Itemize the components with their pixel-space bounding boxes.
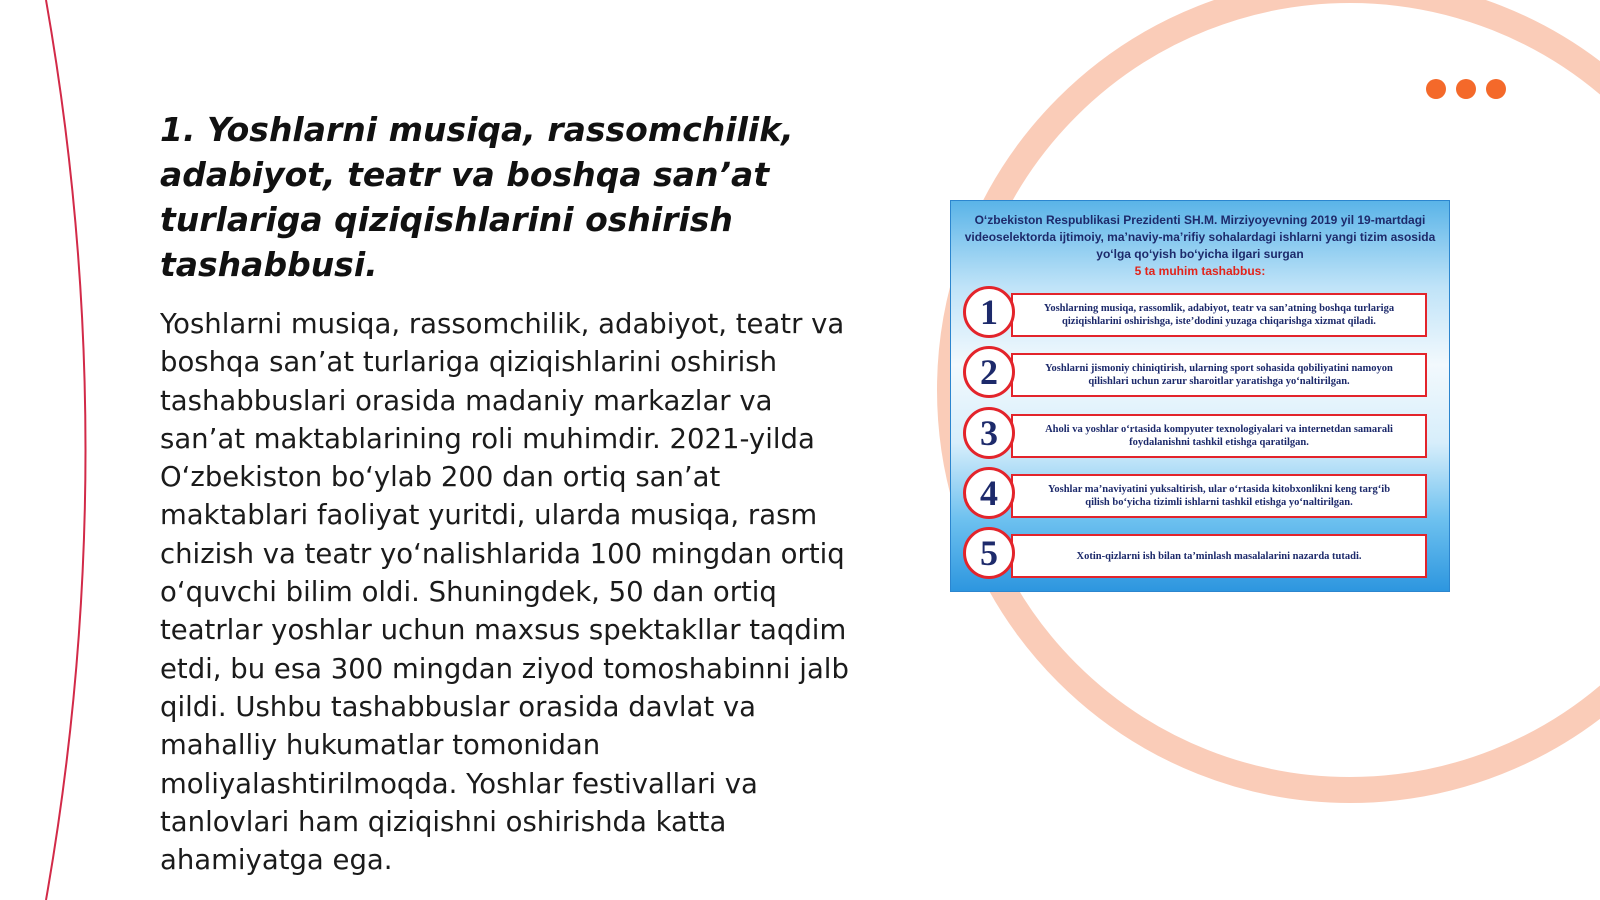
- poster-subtitle: 5 ta muhim tashabbus:: [1134, 264, 1266, 278]
- poster-item-number: 2: [963, 346, 1015, 398]
- poster-item-number: 5: [963, 527, 1015, 579]
- poster-item-number: 4: [963, 467, 1015, 519]
- dots-menu-icon: [1426, 79, 1506, 99]
- dot-icon: [1486, 79, 1506, 99]
- poster-item: [963, 472, 1433, 520]
- dot-icon: [1426, 79, 1446, 99]
- poster-title: [963, 212, 1437, 280]
- poster-item-text: Aholi va yoshlar o‘rtasida kompyuter texnologiyalari va internetdan samarali foydalanishni tashkil etishga qaratilgan.: [1011, 414, 1427, 458]
- slide-body-text: Yoshlarni musiqa, rassomchilik, adabiyot, teatr va boshqa san’at turlariga qiziqishlarini oshirish tashabbuslari orasida madaniy markazlar va san’at maktablarining roli muhimdir. 2021-yilda O‘zbekiston bo‘ylab 200 dan ortiq san’at maktablari faoliyat yuritdi, ularda musiqa, rasm chizish va teatr yo‘nalishlarida 100 mingdan ortiq o‘quvchi bilim oldi. Shuningdek, 50 dan ortiq teatrlar yoshlar uchun maxsus spektakllar taqdim etdi, bu esa 300 mingdan ziyod tomoshabinni jalb qildi. Ushbu tashabbuslar orasida davlat va mahalliy hukumatlar tomonidan moliyalashtirilmoqda. Yoshlar festivallari va tanlovlari ham qiziqishni oshirishda katta ahamiyatga ega.: [160, 308, 849, 877]
- poster-item-text: Yoshlarni jismoniy chiniqtirish, ularning sport sohasida qobiliyatini namoyon qilishlari uchun zarur sharoitlar yaratishga yo‘naltirilgan.: [1011, 353, 1427, 397]
- poster-item-text: Yoshlar ma’naviyatini yuksaltirish, ular o‘rtasida kitobxonlikni keng targ‘ib qilish bo‘yicha tizimli ishlarni tashkil etishga yo‘naltirilgan.: [1011, 474, 1427, 518]
- poster-item: [963, 532, 1433, 580]
- poster-item-number: 1: [963, 286, 1015, 338]
- poster-item-number: 3: [963, 407, 1015, 459]
- slide-heading: 1. Yoshlarni musiqa, rassomchilik, adabiyot, teatr va boshqa san’at turlariga qiziqishlarini oshirish tashabbusi.: [160, 110, 794, 284]
- poster-item: [963, 351, 1433, 399]
- poster-title-text: O‘zbekiston Respublikasi Prezidenti SH.M. Mirziyoyevning 2019 yil 19-martdagi videoselektorda ijtimoiy, ma’naviy-ma’rifiy sohalardagi ishlarni yangi tizim asosida yo‘lga qo‘yish bo‘yicha ilgari surgan: [964, 213, 1436, 261]
- poster-item-text: Xotin-qizlarni ish bilan ta’minlash masalalarini nazarda tutadi.: [1011, 534, 1427, 578]
- poster-item-text: Yoshlarning musiqa, rassomlik, adabiyot, teatr va san’atning boshqa turlariga qiziqishlarini oshirishga, iste’dodini yuzaga chiqarishga xizmat qiladi.: [1011, 293, 1427, 337]
- poster-item: [963, 291, 1433, 339]
- dot-icon: [1456, 79, 1476, 99]
- poster-item: [963, 412, 1433, 460]
- decorative-red-curve: [46, 0, 86, 900]
- initiatives-poster: [950, 200, 1450, 592]
